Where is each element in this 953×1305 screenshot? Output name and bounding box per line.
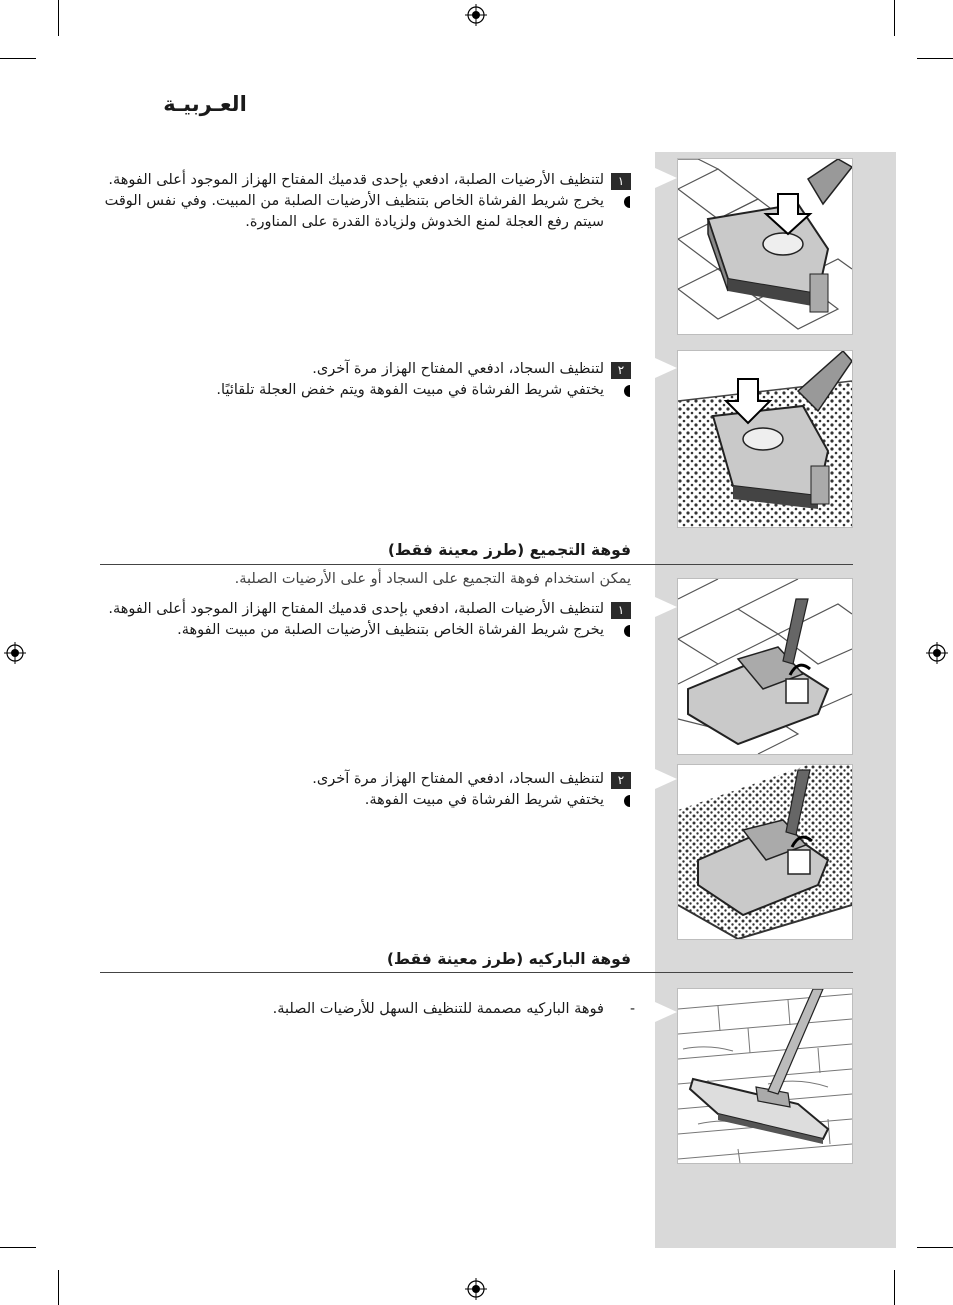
pointer-arrow-icon xyxy=(655,168,677,188)
crop-mark xyxy=(917,1247,953,1248)
pointer-arrow-icon xyxy=(655,597,677,617)
step-number-2: ٢ xyxy=(611,362,631,379)
step-1-result-cont: سيتم رفع العجلة لمنع الخدوش ولزيادة القدرة على المناورة. xyxy=(245,214,604,230)
result-bullet-icon xyxy=(623,196,632,208)
step-number-1: ١ xyxy=(611,602,631,619)
combi-step-2-result: يختفي شريط الفرشاة في مبيت الفوهة. xyxy=(364,792,604,808)
step-2-result: يختفي شريط الفرشاة في مبيت الفوهة ويتم خفض العجلة تلقائيًا. xyxy=(216,382,604,398)
step-number-2: ٢ xyxy=(611,772,631,789)
pointer-arrow-icon xyxy=(655,769,677,789)
crop-mark xyxy=(58,0,59,36)
crop-mark xyxy=(917,58,953,59)
combi-step-1-instruction: لتنظيف الأرضيات الصلبة، ادفعي بإحدى قدميك المفتاح الهزاز الموجود أعلى الفوهة. xyxy=(108,601,604,617)
combi-step-1-result: يخرج شريط الفرشاة الخاص بتنظيف الأرضيات الصلبة من مبيت الفوهة. xyxy=(177,622,604,638)
result-bullet-icon xyxy=(623,625,632,637)
combi-nozzle-intro: يمكن استخدام فوهة التجميع على السجاد أو على الأرضيات الصلبة. xyxy=(234,571,631,587)
parquet-nozzle-description: فوهة الباركيه مصممة للتنظيف السهل للأرضيات الصلبة. xyxy=(272,1001,604,1017)
illustration-parquet-nozzle xyxy=(677,988,853,1164)
crop-mark xyxy=(0,1247,36,1248)
crop-mark xyxy=(894,0,895,36)
result-bullet-icon xyxy=(623,385,632,397)
step-number-1: ١ xyxy=(611,173,631,190)
result-bullet-icon xyxy=(623,795,632,807)
registration-mark-icon xyxy=(465,1278,487,1300)
registration-mark-icon xyxy=(926,642,948,664)
illustration-combi-nozzle-carpet xyxy=(677,764,853,940)
list-dash: - xyxy=(630,1001,636,1017)
step-2-instruction: لتنظيف السجاد، ادفعي المفتاح الهزاز مرة آخرى. xyxy=(312,361,604,377)
step-1-instruction: لتنظيف الأرضيات الصلبة، ادفعي بإحدى قدميك المفتاح الهزاز الموجود أعلى الفوهة. xyxy=(108,172,604,188)
crop-mark xyxy=(0,58,36,59)
section-heading-combi-nozzle: فوهة التجميع (طرز معينة فقط) xyxy=(387,541,631,559)
illustration-hard-floor-nozzle xyxy=(677,158,853,335)
section-divider xyxy=(100,972,853,973)
section-divider xyxy=(100,564,853,565)
crop-mark xyxy=(894,1270,895,1305)
illustration-carpet-nozzle xyxy=(677,350,853,528)
registration-mark-icon xyxy=(4,642,26,664)
step-1-result: يخرج شريط الفرشاة الخاص بتنظيف الأرضيات الصلبة من المبيت. وفي نفس الوقت xyxy=(104,193,604,209)
section-heading-parquet-nozzle: فوهة الباركيه (طرز معينة فقط) xyxy=(386,950,631,968)
pointer-arrow-icon xyxy=(655,1002,677,1022)
registration-mark-icon xyxy=(465,4,487,26)
illustration-combi-nozzle-hard-floor xyxy=(677,578,853,755)
page-language-title: العـربيـة xyxy=(163,92,247,116)
combi-step-2-instruction: لتنظيف السجاد، ادفعي المفتاح الهزاز مرة آخرى. xyxy=(312,771,604,787)
pointer-arrow-icon xyxy=(655,358,677,378)
crop-mark xyxy=(58,1270,59,1305)
